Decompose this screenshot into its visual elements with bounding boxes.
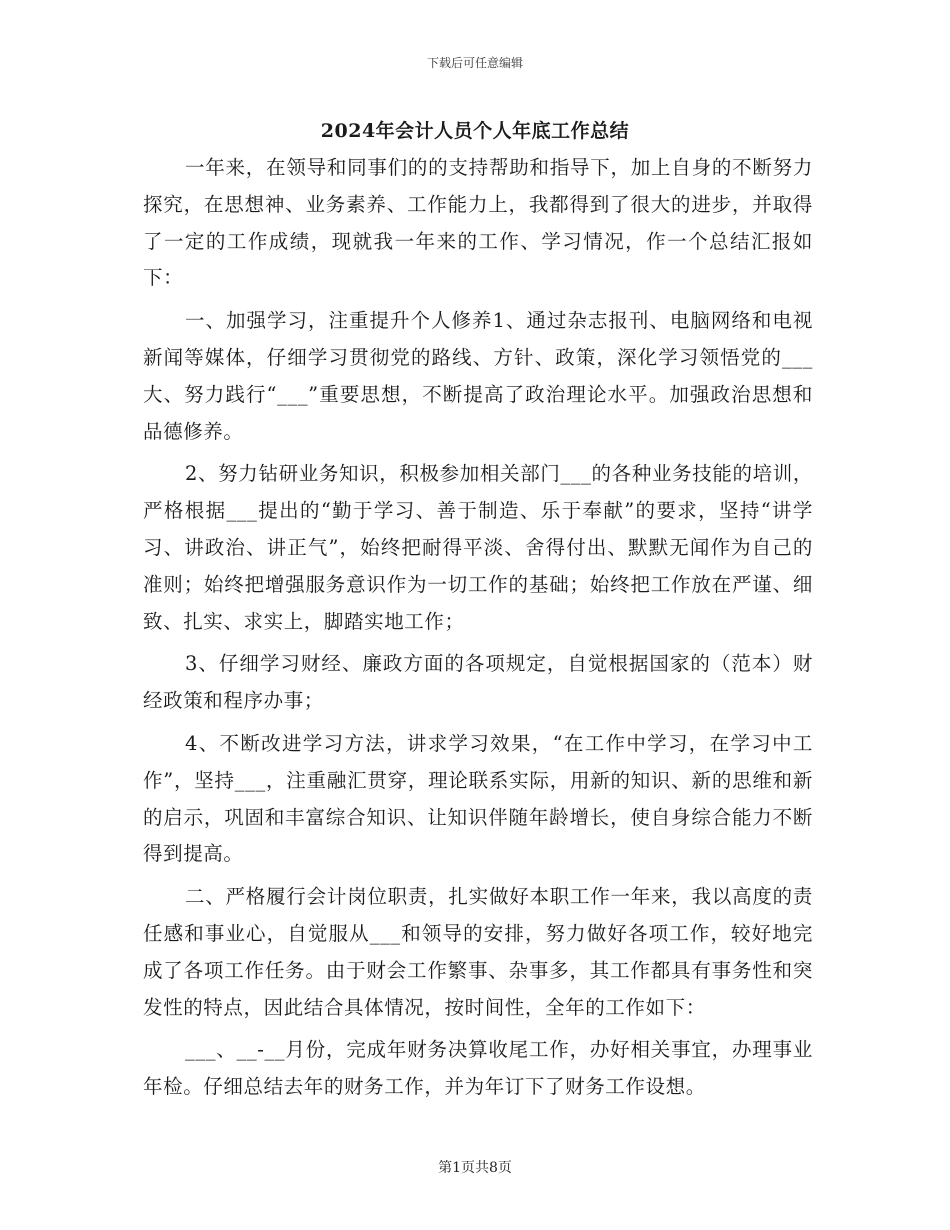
paragraph-section-1-item-2: 2、努力钻研业务知识，积极参加相关部门___的各种业务技能的培训，严格根据___提出的“勤于学习、善于制造、乐于奉献”的要求，坚持“讲学习、讲政治、讲正气”，始终把耐得平淡、舍得付出、默默无闻作为自己的准则；始终把增强服务意识作为一切工作的基础；始终把工作放在严谨、细致、扎实、求实上，脚踏实地工作； — [143, 462, 813, 633]
paragraph-intro: 一年来，在领导和同事们的的支持帮助和指导下，加上自身的不断努力探究，在思想神、业务素养、工作能力上，我都得到了很大的进步，并取得了一定的工作成绩，现就我一年来的工作、学习情况，作一个总结汇报如下： — [143, 156, 813, 290]
document-body — [143, 150, 813, 1112]
paragraph-month-schedule: ___、__-__月份，完成年财务决算收尾工作，办好相关事宜，办理事业年检。仔细总结去年的财务工作，并为年订下了财务工作设想。 — [143, 1038, 813, 1099]
paragraph-section-1-item-3: 3、仔细学习财经、廉政方面的各项规定，自觉根据国家的（范本）财经政策和程序办事； — [143, 652, 813, 713]
paragraph-section-1-item-4: 4、不断改进学习方法，讲求学习效果，“在工作中学习，在学习中工作”，坚持___，注重融汇贯穿，理论联系实际，用新的知识、新的思维和新的启示，巩固和丰富综合知识、让知识伴随年龄增长，使自身综合能力不断得到提高。 — [143, 731, 813, 866]
paragraph-section-1-item-1: 一、加强学习，注重提升个人修养1、通过杂志报刊、电脑网络和电视新闻等媒体，仔细学习贯彻党的路线、方针、政策，深化学习领悟党的___大、努力践行“___”重要思想，不断提高了政治理论水平。加强政治思想和品德修养。 — [143, 309, 813, 443]
document-title: 2024年会计人员个人年底工作总结 — [320, 120, 630, 142]
paragraph-section-2: 二、严格履行会计岗位职责，扎实做好本职工作一年来，我以高度的责任感和事业心，自觉服从___和领导的安排，努力做好各项工作，较好地完成了各项工作任务。由于财会工作繁事、杂事多，其工作都具有事务性和突发性的特点，因此结合具体情况，按时间性，全年的工作如下： — [143, 885, 813, 1019]
page-header: 下载后可任意编辑 — [426, 56, 523, 70]
page-footer: 第1页共8页 — [438, 1160, 512, 1176]
